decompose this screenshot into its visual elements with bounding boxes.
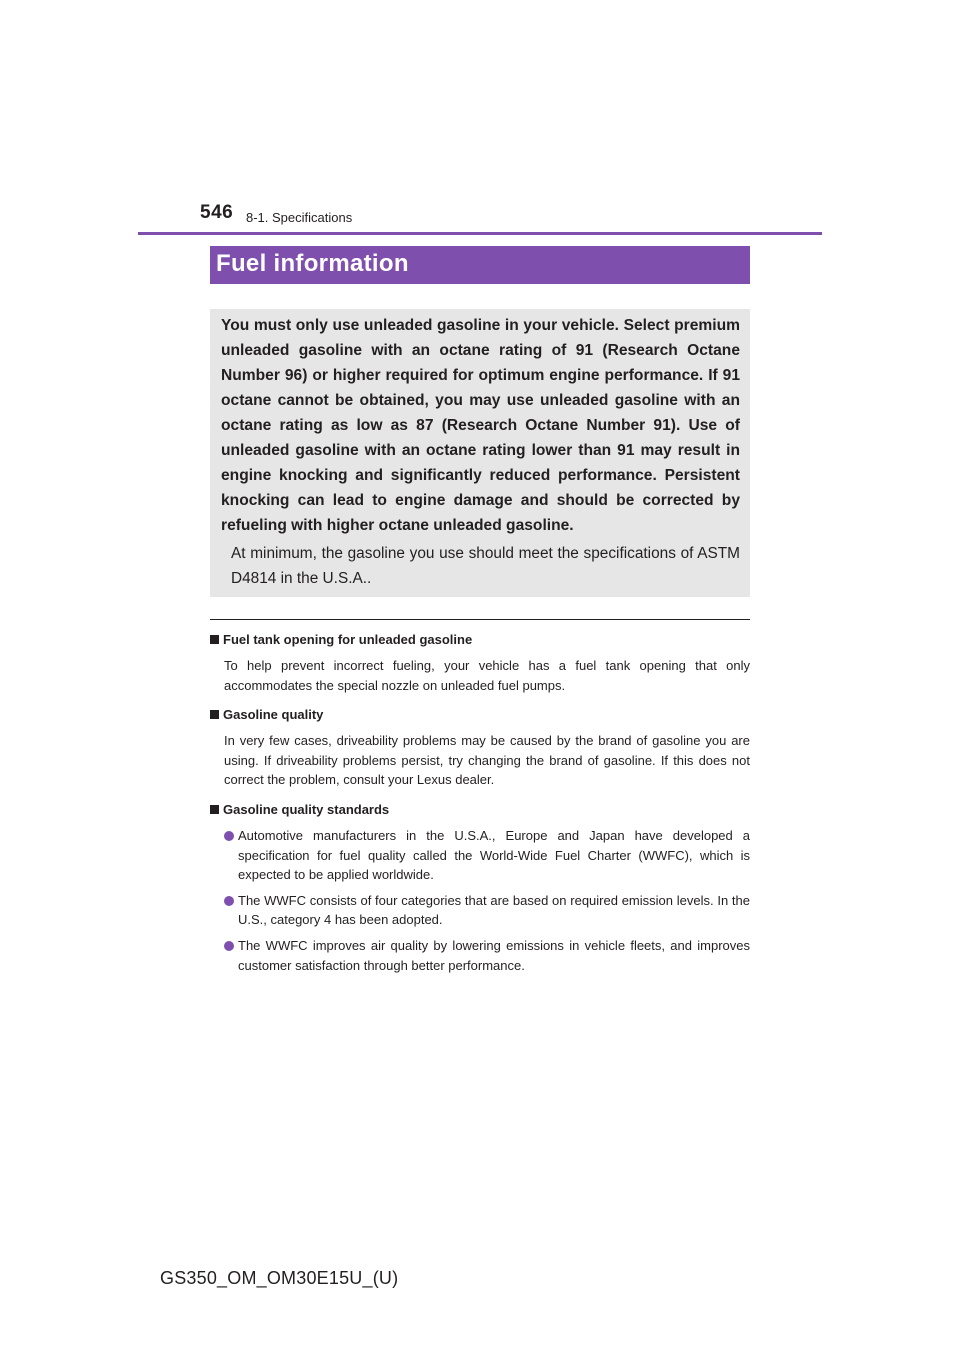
document-code-footer: GS350_OM_OM30E15U_(U) bbox=[160, 1268, 399, 1288]
dot-icon bbox=[224, 896, 234, 906]
page-title: Fuel information bbox=[210, 246, 750, 284]
note-body-gasoline-quality: In very few cases, driveability problems may be caused by the brand of gasoline you are using. If driveability problems persist, try changing the brand of gasoline. If this does not correct the problem, consult your Lexus dealer. bbox=[224, 733, 750, 788]
bullet-text: The WWFC improves air quality by lowering emissions in vehicle fleets, and improves customer satisfaction through better performance. bbox=[238, 937, 750, 973]
fuel-info-box bbox=[210, 309, 750, 597]
note-body-fuel-tank: To help prevent incorrect fueling, your vehicle has a fuel tank opening that only accommodates the special nozzle on unleaded fuel pumps. bbox=[224, 658, 750, 693]
note-heading-quality-standards bbox=[210, 800, 750, 820]
bullet-text: Automotive manufacturers in the U.S.A., Europe and Japan have developed a specification for fuel quality called the World-Wide Fuel Charter (WWFC), which is expected to be applied worldwide. bbox=[238, 827, 750, 883]
square-icon bbox=[210, 710, 219, 719]
divider-rule bbox=[210, 619, 750, 620]
note-heading-text: Gasoline quality bbox=[223, 707, 324, 723]
header-rule bbox=[138, 232, 822, 235]
page-number: 546 bbox=[200, 202, 234, 223]
note-heading-fuel-tank bbox=[210, 630, 750, 650]
dot-icon bbox=[224, 831, 234, 841]
info-lead-text: You must only use unleaded gasoline in your vehicle. Select premium unleaded gasoline with an octane rating of 91 (Research Octane Number 96) or higher required for optimum engine performance. If 91 octane cannot be obtained, you may use unleaded gasoline with an octane rating as low as 87 (Research Octane Number 91). Use of unleaded gasoline with an octane rating lower than 91 may result in engine knocking and significantly reduced performance. Persistent knocking can lead to engine damage and should be corrected by refueling with higher octane unleaded gasoline. bbox=[221, 317, 740, 534]
bullet-text: The WWFC consists of four categories that are based on required emission levels. In the U.S., category 4 has been adopted. bbox=[238, 892, 750, 928]
list-item bbox=[224, 826, 750, 885]
square-icon bbox=[210, 805, 219, 814]
notes-section bbox=[210, 630, 750, 981]
dot-icon bbox=[224, 941, 234, 951]
note-heading-text: Gasoline quality standards bbox=[223, 801, 390, 817]
info-note-text: At minimum, the gasoline you use should meet the specifications of ASTM D4814 in the U.S.A.. bbox=[231, 545, 740, 587]
list-item bbox=[224, 936, 750, 975]
note-heading-text: Fuel tank opening for unleaded gasoline bbox=[223, 632, 473, 647]
list-item bbox=[224, 891, 750, 930]
section-reference: 8-1. Specifications bbox=[246, 210, 353, 225]
square-icon bbox=[210, 635, 219, 644]
note-heading-gasoline-quality bbox=[210, 705, 750, 725]
